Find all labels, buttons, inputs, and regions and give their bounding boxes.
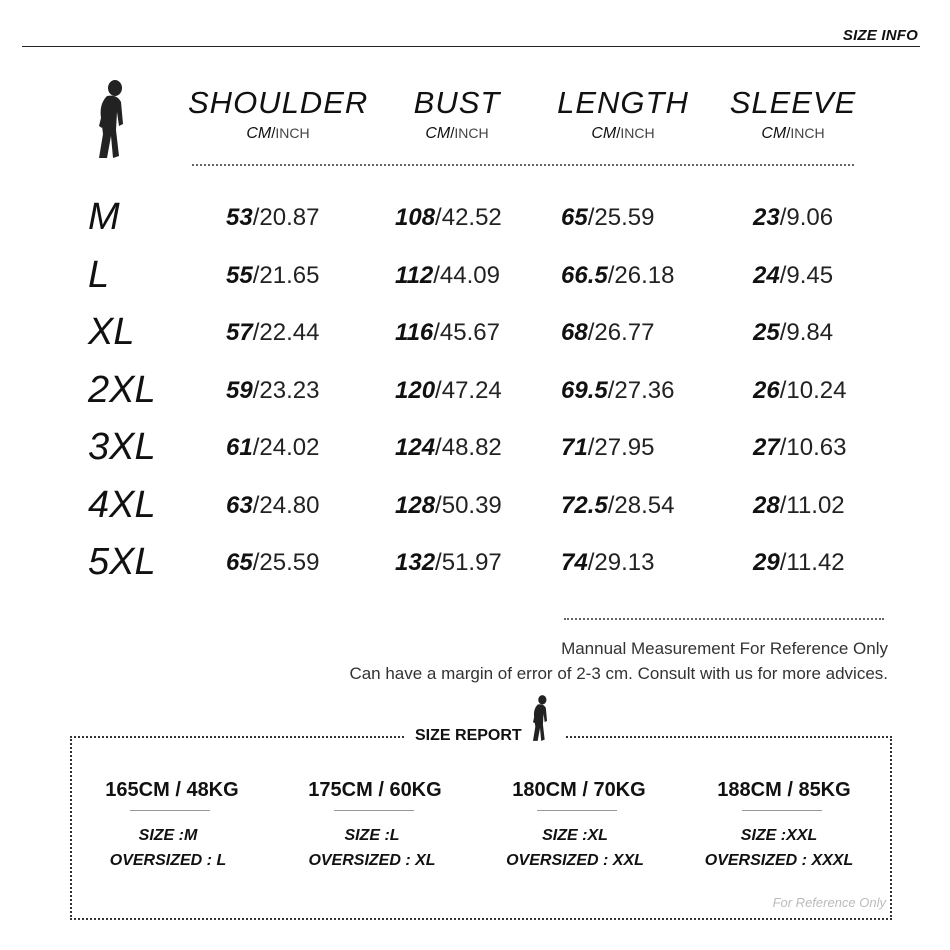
cell-sleeve: 29/11.42 — [753, 549, 845, 576]
oversized-size: OVERSIZED : XXL — [506, 852, 644, 869]
column-unit: CM/INCH — [591, 125, 655, 142]
error-margin-note: Can have a margin of error of 2-3 cm. Consult with us for more advices. — [349, 664, 888, 683]
height-weight: 165CM / 48KG — [105, 779, 239, 801]
size-label: 4XL — [88, 484, 156, 526]
column-unit: CM/INCH — [425, 125, 489, 142]
cell-shoulder: 55/21.65 — [226, 262, 320, 289]
height-weight: 175CM / 60KG — [308, 779, 442, 801]
column-title: SHOULDER — [188, 85, 369, 120]
height-weight: 180CM / 70KG — [512, 779, 646, 801]
column-header-sleeve — [703, 86, 883, 143]
size-label: M — [88, 196, 120, 238]
cell-bust: 116/45.67 — [395, 319, 500, 346]
recommended-size: SIZE :XXL — [740, 827, 818, 844]
height-weight: 188CM / 85KG — [717, 779, 851, 801]
cell-length: 66.5/26.18 — [561, 262, 675, 289]
entry-divider — [742, 810, 822, 811]
cell-length: 71/27.95 — [561, 434, 655, 461]
oversized-size: OVERSIZED : L — [109, 852, 227, 869]
cell-bust: 120/47.24 — [395, 377, 502, 404]
column-header-shoulder — [188, 86, 368, 143]
header-dotted-divider — [192, 164, 854, 166]
cell-sleeve: 23/9.06 — [753, 204, 834, 231]
cell-length: 74/29.13 — [561, 549, 655, 576]
measurement-note: Mannual Measurement For Reference Only — [561, 639, 888, 658]
cell-length: 69.5/27.36 — [561, 377, 675, 404]
column-title: SLEEVE — [729, 85, 857, 120]
entry-divider — [130, 810, 210, 811]
size-label: XL — [88, 311, 135, 353]
notes-dotted-divider — [564, 618, 884, 620]
oversized-size: OVERSIZED : XXXL — [704, 852, 854, 869]
column-header-length — [533, 86, 713, 143]
cell-bust: 128/50.39 — [395, 492, 502, 519]
cell-sleeve: 24/9.45 — [753, 262, 834, 289]
cell-sleeve: 26/10.24 — [753, 377, 847, 404]
column-unit: CM/INCH — [246, 125, 310, 142]
cell-bust: 112/44.09 — [395, 262, 500, 289]
cell-shoulder: 57/22.44 — [226, 319, 320, 346]
size-label: L — [88, 254, 110, 296]
column-title: LENGTH — [557, 85, 689, 120]
column-header-bust — [367, 86, 547, 143]
cell-shoulder: 53/20.87 — [226, 204, 320, 231]
cell-sleeve: 27/10.63 — [753, 434, 847, 461]
cell-shoulder: 61/24.02 — [226, 434, 320, 461]
cell-sleeve: 28/11.02 — [753, 492, 845, 519]
cell-sleeve: 25/9.84 — [753, 319, 834, 346]
cell-length: 72.5/28.54 — [561, 492, 675, 519]
size-report-title: SIZE REPORT — [415, 727, 522, 744]
size-label: 2XL — [88, 369, 156, 411]
cell-shoulder: 63/24.80 — [226, 492, 320, 519]
recommended-size: SIZE :L — [344, 827, 400, 844]
recommended-size: SIZE :XL — [542, 827, 608, 844]
entry-divider — [334, 810, 414, 811]
column-title: BUST — [413, 85, 501, 120]
reference-footnote: For Reference Only — [772, 895, 886, 910]
column-unit: CM/INCH — [761, 125, 825, 142]
cell-bust: 124/48.82 — [395, 434, 502, 461]
cell-shoulder: 59/23.23 — [226, 377, 320, 404]
header-divider — [22, 46, 920, 47]
cell-length: 65/25.59 — [561, 204, 655, 231]
cell-bust: 132/51.97 — [395, 549, 502, 576]
entry-divider — [537, 810, 617, 811]
person-figure-small-icon — [528, 694, 552, 742]
person-figure-icon — [93, 78, 129, 160]
cell-shoulder: 65/25.59 — [226, 549, 320, 576]
cell-length: 68/26.77 — [561, 319, 655, 346]
recommended-size: SIZE :M — [138, 827, 198, 844]
oversized-size: OVERSIZED : XL — [308, 852, 436, 869]
size-label: 3XL — [88, 426, 156, 468]
size-info-title: SIZE INFO — [842, 27, 918, 44]
cell-bust: 108/42.52 — [395, 204, 502, 231]
size-label: 5XL — [88, 541, 156, 583]
